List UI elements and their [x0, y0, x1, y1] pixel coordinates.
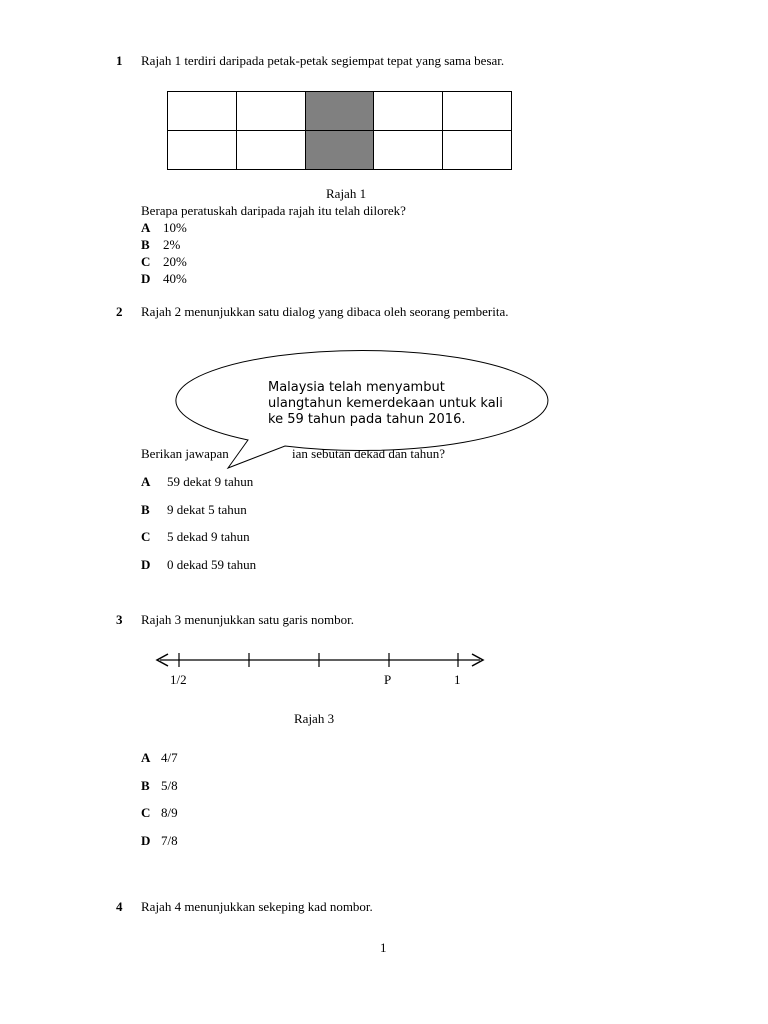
option-letter: C [141, 254, 151, 269]
option-letter: D [141, 557, 151, 572]
option-text: 4/7 [161, 750, 178, 765]
option-letter: A [141, 750, 151, 765]
q2-question-right: ian sebutan dekad dan tahun? [292, 446, 446, 461]
number-line-label-end: 1 [454, 672, 461, 687]
q3-option-b[interactable] [141, 778, 178, 794]
q3-option-a[interactable] [141, 750, 178, 766]
option-letter: C [141, 805, 151, 820]
option-text: 8/9 [161, 805, 178, 820]
option-letter: D [141, 271, 151, 286]
q1-caption: Rajah 1 [326, 186, 367, 201]
q3-text: Rajah 3 menunjukkan satu garis nombor. [141, 612, 355, 627]
option-letter: C [141, 529, 151, 544]
option-text: 5 dekad 9 tahun [167, 529, 250, 544]
option-text: 5/8 [161, 778, 178, 793]
q2-number: 2 [116, 304, 123, 319]
number-line-label-start: 1/2 [170, 672, 187, 687]
q4-number: 4 [116, 899, 123, 914]
page-number: 1 [380, 940, 387, 955]
q1-number: 1 [116, 53, 123, 68]
option-text: 9 dekat 5 tahun [167, 502, 247, 517]
option-text: 40% [163, 271, 187, 286]
option-text: 10% [163, 220, 187, 235]
q2-question-left: Berikan jawapan [141, 446, 229, 461]
option-text: 59 dekat 9 tahun [167, 474, 254, 489]
option-letter: B [141, 502, 150, 517]
option-letter: D [141, 833, 151, 848]
q3-number: 3 [116, 612, 123, 627]
q1-question: Berapa peratuskah daripada rajah itu telah dilorek? [141, 203, 406, 218]
q3-option-c[interactable] [141, 805, 178, 821]
option-letter: B [141, 778, 150, 793]
option-letter: A [141, 220, 151, 235]
q3-caption: Rajah 3 [294, 711, 335, 726]
option-text: 0 dekad 59 tahun [167, 557, 257, 572]
option-text: 7/8 [161, 833, 178, 848]
q1-text: Rajah 1 terdiri daripada petak-petak segiempat tepat yang sama besar. [141, 53, 505, 68]
q3-option-d[interactable] [141, 833, 178, 849]
option-text: 2% [163, 237, 181, 252]
option-text: 20% [163, 254, 187, 269]
option-letter: A [141, 474, 151, 489]
number-line-label-p: P [384, 672, 392, 687]
q2-text: Rajah 2 menunjukkan satu dialog yang dibaca oleh seorang pemberita. [141, 304, 509, 319]
q4-text: Rajah 4 menunjukkan sekeping kad nombor. [141, 899, 373, 914]
speech-bubble-text: Malaysia telah menyambut ulangtahun kemerdekaan untuk kali ke 59 tahun pada tahun 2016. [268, 380, 503, 427]
option-letter: B [141, 237, 150, 252]
